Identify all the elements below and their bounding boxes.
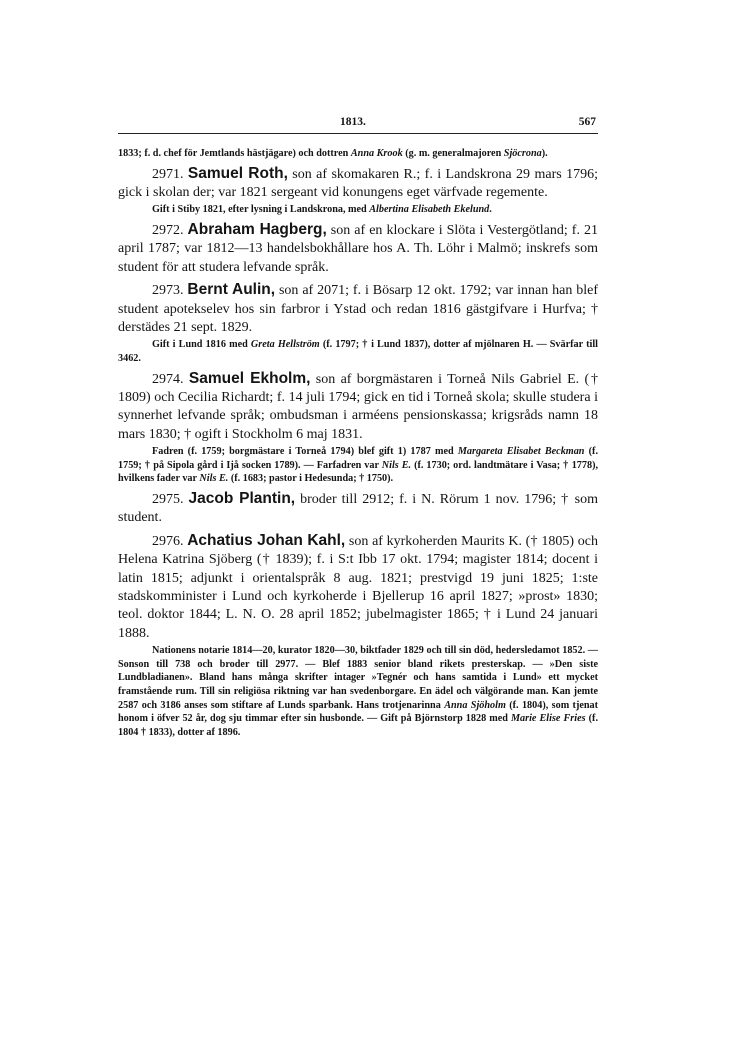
entry-2974 [118,370,598,445]
entry-name: Jacob Plantin, [188,490,296,508]
entry-note [118,203,598,217]
entry-name: Bernt Aulin, [187,281,276,299]
text-run: (f. 1804 † 1833), dotter af 1896. [118,713,598,738]
text-run: Gift i Stiby 1821, efter lysning i Landskrona, med [152,204,370,216]
header-year: 1813. [340,116,366,128]
entry-note [118,445,598,486]
text-run: (f. 1730; ord. landtmätare i Vasa; † 1778), hvilkens fader var [118,459,599,485]
entry-2973 [118,281,598,337]
entry-2972 [118,221,598,277]
italic-name: Margareta Elisabet Beckman [457,446,585,458]
page-number: 567 [578,116,596,128]
entry-2976 [118,532,598,643]
entry-text: son af skomakaren R.; f. i Landskrona 29 mars 1796; gick i skolan der; var 1821 sergeant vid konungens eget värfvade regemente. [118,166,598,200]
entry-text: broder till 2912; f. i N. Rörum 1 nov. 1796; † som student. [118,492,599,526]
entry-note [118,338,598,365]
entry-text: son af en klockare i Slöta i Vestergötland; f. 21 april 1787; var 1812—13 handelsbokhållare hos A. Th. Löhr i Malmö; inskrefs som student för att studera lefvande språk. [118,223,598,275]
entry-number: 2975. [152,492,184,508]
entry-number: 2976. [152,533,184,549]
italic-name: Anna Krook [350,148,403,159]
entry-text: son af borgmästaren i Torneå Nils Gabriel E. († 1809) och Cecilia Richardt; f. 14 juli 1794; gick en tid i Torneå skola; skulle studera i synnerhet lefvande språk; ombudsman i arméens pensionskassa; krigsråds namn 18 mars 1830; † ogift i Stockholm 6 maj 1831. [118,371,598,442]
entry-name: Abraham Hagberg, [187,221,327,238]
text-run: (f. 1759; † på Sipola gård i Ijå socken 1789). — Farfadren var [118,446,598,471]
text-run: Fadren (f. 1759; borgmästare i Torneå 1794) blef gift 1) 1787 med [152,446,458,458]
entry-number: 2973. [152,283,184,299]
text-run: (f. 1683; pastor i Hedesunda; † 1750). [228,473,394,485]
entry-name: Samuel Ekholm, [188,369,311,387]
entry-2971 [118,165,598,203]
text-run: . [489,204,492,216]
running-header [118,114,598,134]
italic-name: Nils E. [199,473,229,485]
entry-text: son af 2071; f. i Bösarp 12 okt. 1792; var innan han blef student apotekselev hos sin farbror i Ystad och redan 1816 gästgifvare i Hurfva; † derstädes 21 sept. 1829. [118,283,598,336]
page-content [118,147,598,739]
italic-name: Anna Sjöholm [444,699,506,711]
page [118,114,598,739]
header-rule [118,133,598,134]
italic-name: Sjöcrona [503,148,542,159]
entry-number: 2974. [152,371,184,387]
text-run: Gift i Lund 1816 med [152,339,251,351]
italic-name: Marie Elise Fries [510,713,586,725]
text-run: (f. 1804), som tjenat honom i öfver 52 år, dog sju timmar efter sin husbonde. — Gift på Björnstorp 1828 med [118,699,599,725]
entry-number: 2972. [152,223,184,238]
italic-name: Albertina Elisabeth Ekelund [369,204,490,216]
text-run: (g. m. generalmajoren [402,148,504,159]
entry-2975 [118,490,598,528]
entry-text: son af kyrkoherden Maurits K. († 1805) och Helena Katrina Sjöberg († 1839); f. i S:t Ibb 17 okt. 1794; magister 1814; docent i latin 1815; adjunkt i orientalspråk 8 aug. 1821; prestvigd 19 juni 1825; 1:ste stadskomminister i Lund och kyrkoherde i Bjellerup 16 april 1827; »prost» 1830; teol. doktor 1844; L. N. O. 28 april 1852; jubelmagister 1865; † i Lund 24 januari 1888. [118,533,598,641]
entry-name: Samuel Roth, [187,164,288,182]
text-run: (f. 1797; † i Lund 1837), dotter af mjölnaren H. — Svärfar till 3462. [118,339,598,365]
text-run: Nationens notarie 1814—20, kurator 1820—30, biktfader 1829 och till sin död, hedersledamot 1852. — Sonson till 738 och broder till 2977. — Blef 1883 senior bland rikets presterskap. — »Den siste Lundbladianen». Bland hans många skrifter intager »Tegnér och hans samtida i Lund» ett mycket framstående rum. Till sin religiösa riktning var han svedenborgare. En ädel och välgörande man. Kan jemte 2587 och 3186 anses som stiftare af Lunds sparbank. Hans trotjenarinna [118,645,598,711]
text-run: ). [541,148,548,159]
italic-name: Greta Hellström [250,339,320,351]
text-run: 1833; f. d. chef för Jemtlands hästjägare) och dottren [118,148,351,159]
italic-name: Nils E. [381,459,412,471]
entry-note [118,644,598,739]
entry-number: 2971. [152,166,184,182]
entry-name: Achatius Johan Kahl, [187,531,346,549]
entry-continuation [118,147,598,161]
